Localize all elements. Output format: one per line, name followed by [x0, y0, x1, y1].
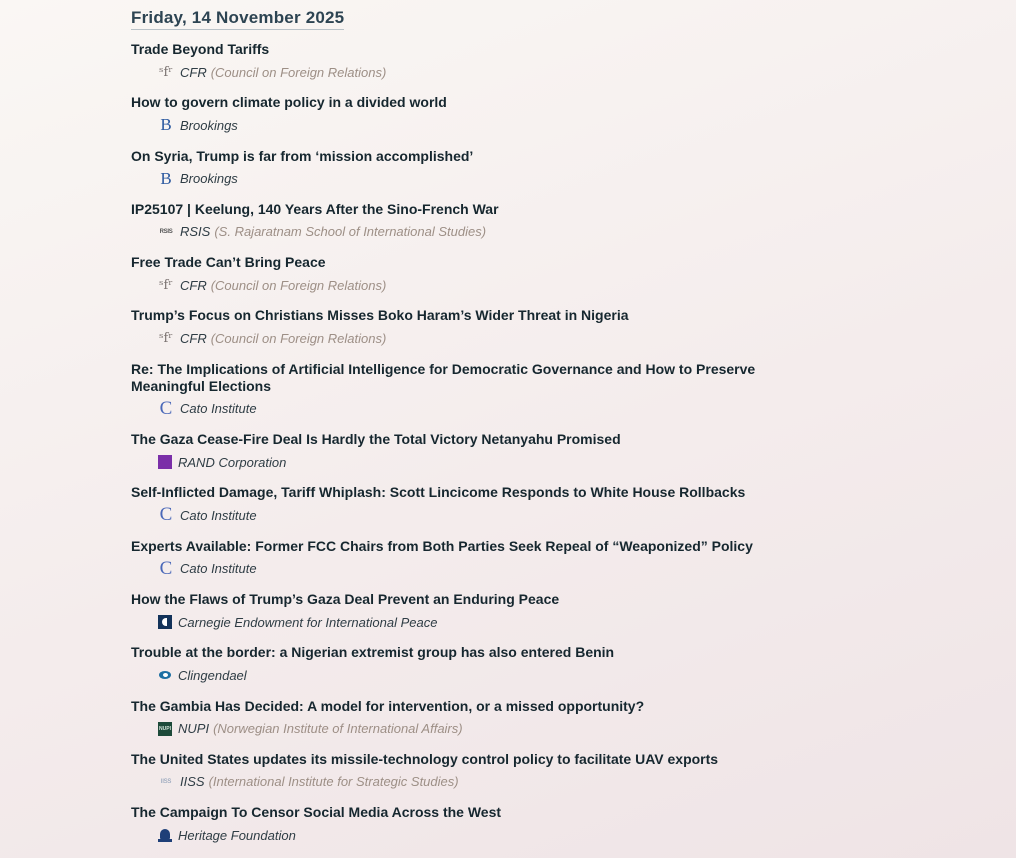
source-name: Heritage Foundation	[178, 827, 296, 843]
article-item	[131, 200, 811, 253]
date-heading: Friday, 14 November 2025	[131, 8, 344, 30]
article-source	[158, 224, 811, 240]
article-source	[158, 277, 811, 293]
source-full-name: (Council on Foreign Relations)	[210, 277, 387, 293]
source-full-name: (Council on Foreign Relations)	[210, 64, 387, 80]
brookings-logo-icon: B	[160, 168, 172, 188]
cato-logo-icon: C	[159, 504, 173, 526]
source-name: Cato Institute	[180, 401, 257, 417]
article-item	[131, 430, 811, 483]
article-source	[158, 504, 811, 526]
source-name: RSIS	[180, 224, 211, 240]
article-source	[158, 667, 811, 683]
cfr-logo-icon: ˢfʳ	[159, 330, 173, 346]
clingendael-logo-icon	[158, 669, 172, 681]
source-name: RAND Corporation	[178, 454, 287, 470]
article-item	[131, 147, 811, 200]
source-full-name: (Council on Foreign Relations)	[210, 330, 387, 346]
article-title-link[interactable]: Self-Inflicted Damage, Tariff Whiplash: Scott Lincicome Responds to White House Rollbacks	[131, 484, 746, 501]
article-source	[158, 557, 811, 579]
article-title-link[interactable]: Re: The Implications of Artificial Intelligence for Democratic Governance and How to Preserve Meaningful Elections	[131, 360, 756, 394]
article-title-link[interactable]: The Gaza Cease-Fire Deal Is Hardly the Total Victory Netanyahu Promised	[131, 431, 621, 448]
article-source	[158, 397, 811, 419]
source-full-name: (International Institute for Strategic Studies)	[208, 774, 459, 790]
article-title-link[interactable]: Experts Available: Former FCC Chairs from Both Parties Seek Repeal of “Weaponized” Policy	[131, 537, 753, 554]
article-source	[158, 774, 811, 790]
article-item	[131, 483, 811, 536]
source-name: CFR	[180, 330, 207, 346]
article-title-link[interactable]: IP25107 | Keelung, 140 Years After the Sino-French War	[131, 200, 499, 217]
article-title-link[interactable]: Free Trade Can’t Bring Peace	[131, 254, 326, 271]
source-name: Cato Institute	[180, 507, 257, 523]
article-item	[131, 306, 811, 359]
source-name: CFR	[180, 64, 207, 80]
article-title-link[interactable]: The Campaign To Censor Social Media Across the West	[131, 804, 502, 821]
nupi-logo-icon: NUPI	[158, 722, 172, 736]
article-title-link[interactable]: How to govern climate policy in a divided world	[131, 94, 447, 111]
source-name: Clingendael	[178, 667, 247, 683]
source-name: Carnegie Endowment for International Peace	[178, 614, 438, 630]
carnegie-logo-icon	[158, 615, 172, 629]
cato-logo-icon: C	[159, 397, 173, 419]
article-source	[158, 721, 811, 737]
cato-logo-icon: C	[159, 557, 173, 579]
source-name: Brookings	[180, 171, 238, 187]
article-title-link[interactable]: Trade Beyond Tariffs	[131, 41, 270, 57]
article-title-link[interactable]: On Syria, Trump is far from ‘mission accomplished’	[131, 147, 474, 164]
brookings-logo-icon: B	[160, 115, 172, 135]
heritage-logo-icon	[158, 828, 172, 842]
article-item	[131, 253, 811, 306]
article-title-link[interactable]: The Gambia Has Decided: A model for intervention, or a missed opportunity?	[131, 697, 645, 714]
article-source	[158, 614, 811, 630]
cfr-logo-icon: ˢfʳ	[159, 277, 173, 293]
rsis-logo-icon: RSIS	[159, 228, 173, 235]
article-item	[131, 537, 811, 590]
article-item	[131, 590, 811, 643]
article-item	[131, 643, 811, 696]
article-source	[158, 330, 811, 346]
article-source	[158, 64, 811, 80]
article-source	[158, 168, 811, 188]
article-source	[158, 827, 811, 843]
source-full-name: (S. Rajaratnam School of International Studies)	[214, 224, 487, 240]
source-name: IISS	[180, 774, 205, 790]
article-source	[158, 117, 811, 133]
source-name: NUPI	[178, 721, 210, 737]
source-name: CFR	[180, 277, 207, 293]
article-item	[131, 750, 811, 803]
source-name: Brookings	[180, 117, 238, 133]
article-title-link[interactable]: How the Flaws of Trump’s Gaza Deal Prevent an Enduring Peace	[131, 591, 560, 608]
article-title-link[interactable]: The United States updates its missile-technology control policy to facilitate UAV exports	[131, 750, 719, 767]
article-list	[131, 40, 811, 857]
source-name: Cato Institute	[180, 561, 257, 577]
feed-page	[131, 8, 811, 857]
article-item	[131, 40, 811, 93]
article-item	[131, 93, 811, 146]
article-source	[158, 454, 811, 470]
source-full-name: (Norwegian Institute of International Affairs)	[213, 721, 463, 737]
article-title-link[interactable]: Trouble at the border: a Nigerian extremist group has also entered Benin	[131, 644, 615, 661]
article-item	[131, 360, 811, 430]
rand-logo-icon	[158, 455, 172, 469]
article-item	[131, 697, 811, 750]
iiss-logo-icon: IISS	[160, 778, 172, 785]
cfr-logo-icon: ˢfʳ	[159, 64, 173, 80]
article-item	[131, 803, 811, 856]
article-title-link[interactable]: Trump’s Focus on Christians Misses Boko Haram’s Wider Threat in Nigeria	[131, 307, 629, 324]
